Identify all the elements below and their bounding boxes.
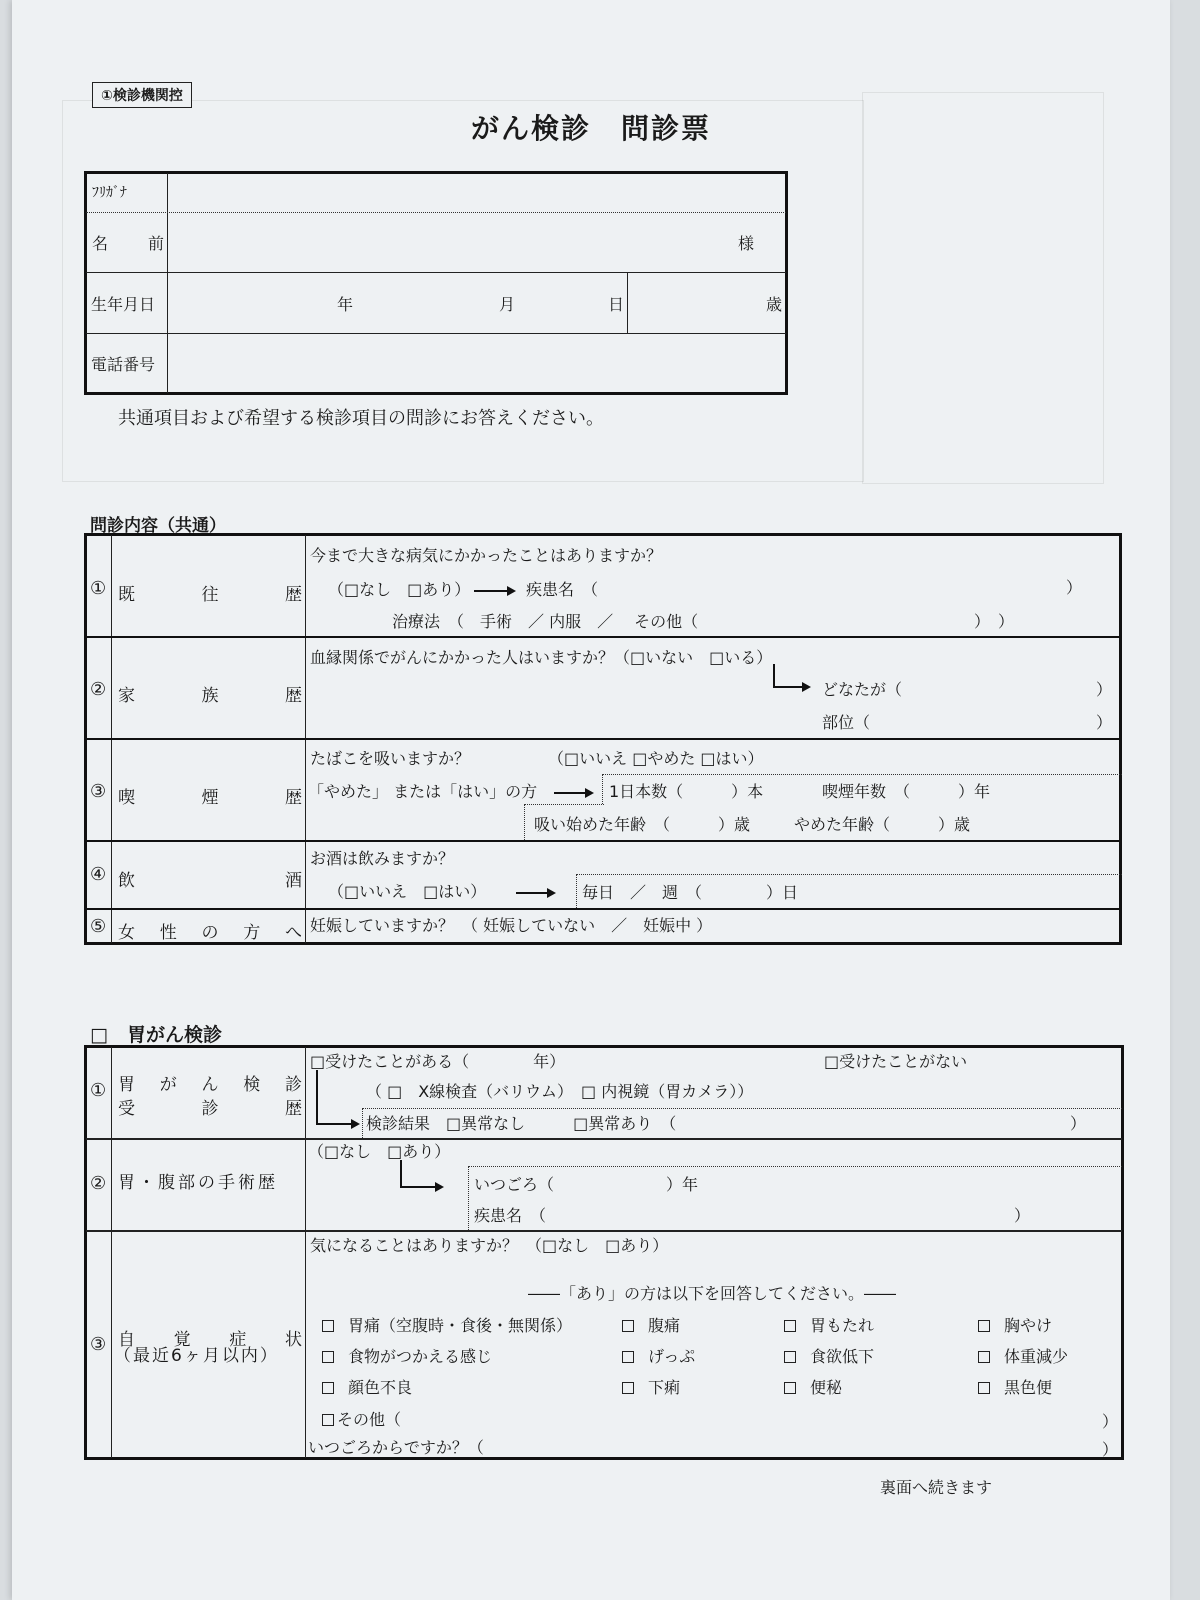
disease-name-label: 疾患名 （ [526, 580, 599, 599]
row-label-symptoms: 自 覚 症 状 [118, 1330, 302, 1350]
treatment-label: 治療法 （ 手術 ／ 内服 ／ その他（ [392, 612, 699, 631]
symptom-label: 体重減少 [1004, 1347, 1069, 1366]
symptom-label: 顔色不良 [348, 1378, 413, 1397]
smoking-years: 喫煙年数 （ ）年 [822, 782, 991, 801]
row-label-past-history: 既 往 歴 [118, 585, 302, 605]
row-label-drinking: 飲 酒 [118, 871, 302, 891]
row-label-recent: （最近6ヶ月以内） [114, 1346, 279, 1366]
symptom-checkbox[interactable] [978, 1318, 1052, 1334]
dotted-box-left [602, 774, 603, 804]
dotted-box-top [602, 774, 1122, 775]
id-label-divider [167, 173, 168, 393]
symptom-checkbox[interactable] [322, 1349, 492, 1365]
symptom-checkbox[interactable] [322, 1318, 572, 1334]
arrow-right-icon [516, 892, 554, 894]
row-num: ③ [90, 1334, 107, 1355]
symptom-checkbox[interactable] [784, 1318, 874, 1334]
symptom-label: 腹痛 [648, 1316, 681, 1335]
disease-close: ） [1066, 578, 1083, 597]
screening-result-options[interactable]: 検診結果 □異常なし □異常あり （ [366, 1114, 677, 1133]
bleed-through-table [862, 92, 1104, 484]
checkbox-icon [784, 1351, 796, 1363]
branch-line [773, 664, 775, 686]
row-num: ② [90, 1173, 107, 1194]
birthdate-label: 生年月日 [91, 295, 156, 314]
surgery-options[interactable]: （□なし □あり） [308, 1142, 451, 1161]
row-label-for-women: 女 性 の 方 へ [118, 923, 302, 943]
symptom-label: 下痢 [648, 1378, 681, 1397]
name-divider [86, 272, 786, 273]
part-label: 部位（ [822, 713, 871, 732]
row-label-smoking-history: 喫 煙 歴 [118, 788, 302, 808]
common-section-heading: 問診内容（共通） [90, 516, 226, 536]
symptom-checkbox[interactable] [978, 1349, 1068, 1365]
arrow-right-icon [400, 1186, 442, 1188]
row-num: ② [90, 679, 107, 700]
year-label: 年 [337, 295, 354, 314]
symptom-other[interactable]: その他（ [322, 1412, 401, 1428]
symptom-since: いつごろからですか？（ [308, 1438, 484, 1457]
row-num: ③ [90, 781, 107, 802]
past-history-options[interactable]: （□なし □あり） [328, 580, 471, 599]
smoking-options[interactable]: （□いいえ □やめた □はい） [548, 749, 764, 768]
had-screening-option[interactable]: □受けたことがある（ 年） [310, 1052, 566, 1071]
furigana-divider [86, 212, 786, 213]
checkbox-icon [622, 1382, 634, 1394]
symptom-question[interactable]: 気になることはありますか？ （□なし □あり） [310, 1236, 669, 1255]
row-divider [86, 1230, 1122, 1232]
row-num: ⑤ [90, 916, 107, 937]
label-col-divider [305, 1047, 306, 1458]
checkbox-icon [978, 1351, 990, 1363]
smoking-condition: 「やめた」 または「はい」の方 [308, 782, 538, 801]
family-history-question[interactable]: 血縁関係でがんにかかった人はいますか？（□いない □いる） [310, 648, 773, 667]
checkbox-icon [622, 1351, 634, 1363]
copy-tag: ①検診機関控 [92, 82, 192, 108]
symptom-checkbox[interactable] [784, 1380, 842, 1396]
branch-line [400, 1160, 402, 1186]
name-label-1: 名 [92, 234, 109, 253]
symptom-checkbox[interactable] [784, 1349, 874, 1365]
dotted-box-top [576, 874, 1122, 875]
row-num: ① [90, 578, 107, 599]
row-label-family-history: 家 族 歴 [118, 686, 302, 706]
name-field[interactable] [172, 216, 732, 270]
honorific-label: 様 [738, 234, 755, 253]
part-close: ） [1096, 713, 1113, 732]
phone-field[interactable] [172, 337, 782, 391]
furigana-label: ﾌﾘｶﾞﾅ [92, 185, 127, 201]
symptom-checkbox[interactable] [622, 1380, 680, 1396]
arrow-right-icon [773, 686, 809, 688]
treatment-close: ） ） [974, 612, 1015, 631]
symptom-label: 胃もたれ [810, 1316, 875, 1335]
surgery-when: いつごろ（ ）年 [474, 1175, 699, 1194]
row-label-surgery-history: 胃・腹部の手術歴 [118, 1173, 278, 1193]
name-label-2: 前 [148, 234, 165, 253]
row-divider [86, 636, 1120, 638]
age-divider [627, 272, 628, 333]
dotted-box-left [362, 1108, 363, 1138]
row-num: ① [90, 1080, 107, 1101]
drinking-question: お酒は飲みますか？ [310, 849, 455, 868]
symptom-checkbox[interactable] [622, 1318, 680, 1334]
symptom-label: 黒色便 [1004, 1378, 1053, 1397]
start-age: 吸い始めた年齢 （ ）歳 [534, 815, 751, 834]
dotted-box-left-2 [524, 804, 525, 840]
page-title: がん検診 問診票 [470, 112, 711, 145]
symptom-label: 食物がつかえる感じ [348, 1347, 493, 1366]
instruction-text: 共通項目および希望する検診項目の問診にお答えください。 [118, 408, 604, 429]
arrow-right-icon [316, 1123, 358, 1125]
checkbox-icon [322, 1414, 334, 1426]
stomach-section-heading[interactable]: □ 胃がん検診 [90, 1024, 222, 1046]
row-divider [86, 840, 1120, 842]
arrow-right-icon [554, 792, 592, 794]
dotted-box-top [362, 1108, 1122, 1109]
row-label-screening-history: 受 診 歴 [118, 1099, 302, 1119]
row-divider [86, 738, 1120, 740]
checkbox-icon [978, 1382, 990, 1394]
dotted-box-left [468, 1166, 469, 1230]
other-close: ） [1102, 1412, 1119, 1431]
month-label: 月 [499, 295, 516, 314]
row-label-stomach-screening: 胃 が ん 検 診 [118, 1075, 302, 1095]
symptom-label: 食欲低下 [810, 1347, 875, 1366]
age-label: 歳 [766, 295, 783, 314]
checkbox-icon [322, 1320, 334, 1332]
drinking-frequency: 毎日 ／ 週 （ ）日 [582, 883, 799, 902]
past-history-question: 今まで大きな病気にかかったことはありますか？ [310, 546, 663, 565]
symptom-checkbox[interactable] [322, 1380, 412, 1396]
result-close: ） [1070, 1114, 1087, 1133]
symptom-checkbox[interactable] [978, 1380, 1052, 1396]
furigana-field[interactable] [172, 176, 784, 210]
checkbox-icon [322, 1351, 334, 1363]
questionnaire-page [12, 0, 1170, 1600]
never-screened-option[interactable]: □受けたことがない [824, 1052, 968, 1071]
checkbox-icon [978, 1320, 990, 1332]
surgery-disease-close: ） [1014, 1206, 1031, 1225]
checkbox-icon [622, 1320, 634, 1332]
birth-divider [86, 333, 786, 334]
checkbox-icon [322, 1382, 334, 1394]
row-divider [86, 1138, 1122, 1140]
cigarettes-per-day: 1日本数（ ）本 [609, 782, 764, 801]
quit-age: やめた年齢（ ）歳 [794, 815, 971, 834]
dotted-box-top [468, 1166, 1122, 1167]
branch-line [316, 1070, 318, 1123]
symptom-note: ――「あり」の方は以下を回答してください。―― [528, 1284, 897, 1303]
symptom-checkbox[interactable] [622, 1349, 695, 1365]
dotted-box-left [576, 874, 577, 908]
since-close: ） [1102, 1440, 1119, 1459]
arrow-right-icon [474, 590, 514, 592]
num-col-divider [111, 1047, 112, 1458]
drinking-options[interactable]: （□いいえ □はい） [328, 882, 487, 901]
continued-on-back: 裏面へ続きます [880, 1478, 993, 1497]
row-num: ④ [90, 864, 107, 885]
pregnancy-question[interactable]: 妊娠していますか？ （ 妊娠していない ／ 妊娠中 ） [310, 916, 713, 935]
symptom-label: げっぷ [648, 1347, 696, 1366]
checkbox-icon [784, 1320, 796, 1332]
dotted-box-mid [524, 804, 604, 805]
surgery-disease: 疾患名 （ [474, 1206, 547, 1225]
who-label: どなたが（ [822, 680, 903, 699]
who-close: ） [1096, 680, 1113, 699]
symptom-label: 胸やけ [1004, 1316, 1053, 1335]
smoking-question: たばこを吸いますか？ [310, 749, 471, 768]
symptom-label: 胃痛（空腹時・食後・無関係） [348, 1316, 573, 1335]
phone-label: 電話番号 [91, 355, 156, 374]
symptom-label: 便秘 [810, 1378, 843, 1397]
row-divider [86, 908, 1120, 910]
day-label: 日 [608, 295, 625, 314]
checkbox-icon [784, 1382, 796, 1394]
screening-method-options[interactable]: （ □ X線検査（バリウム） □ 内視鏡（胃カメラ）） [366, 1082, 754, 1101]
